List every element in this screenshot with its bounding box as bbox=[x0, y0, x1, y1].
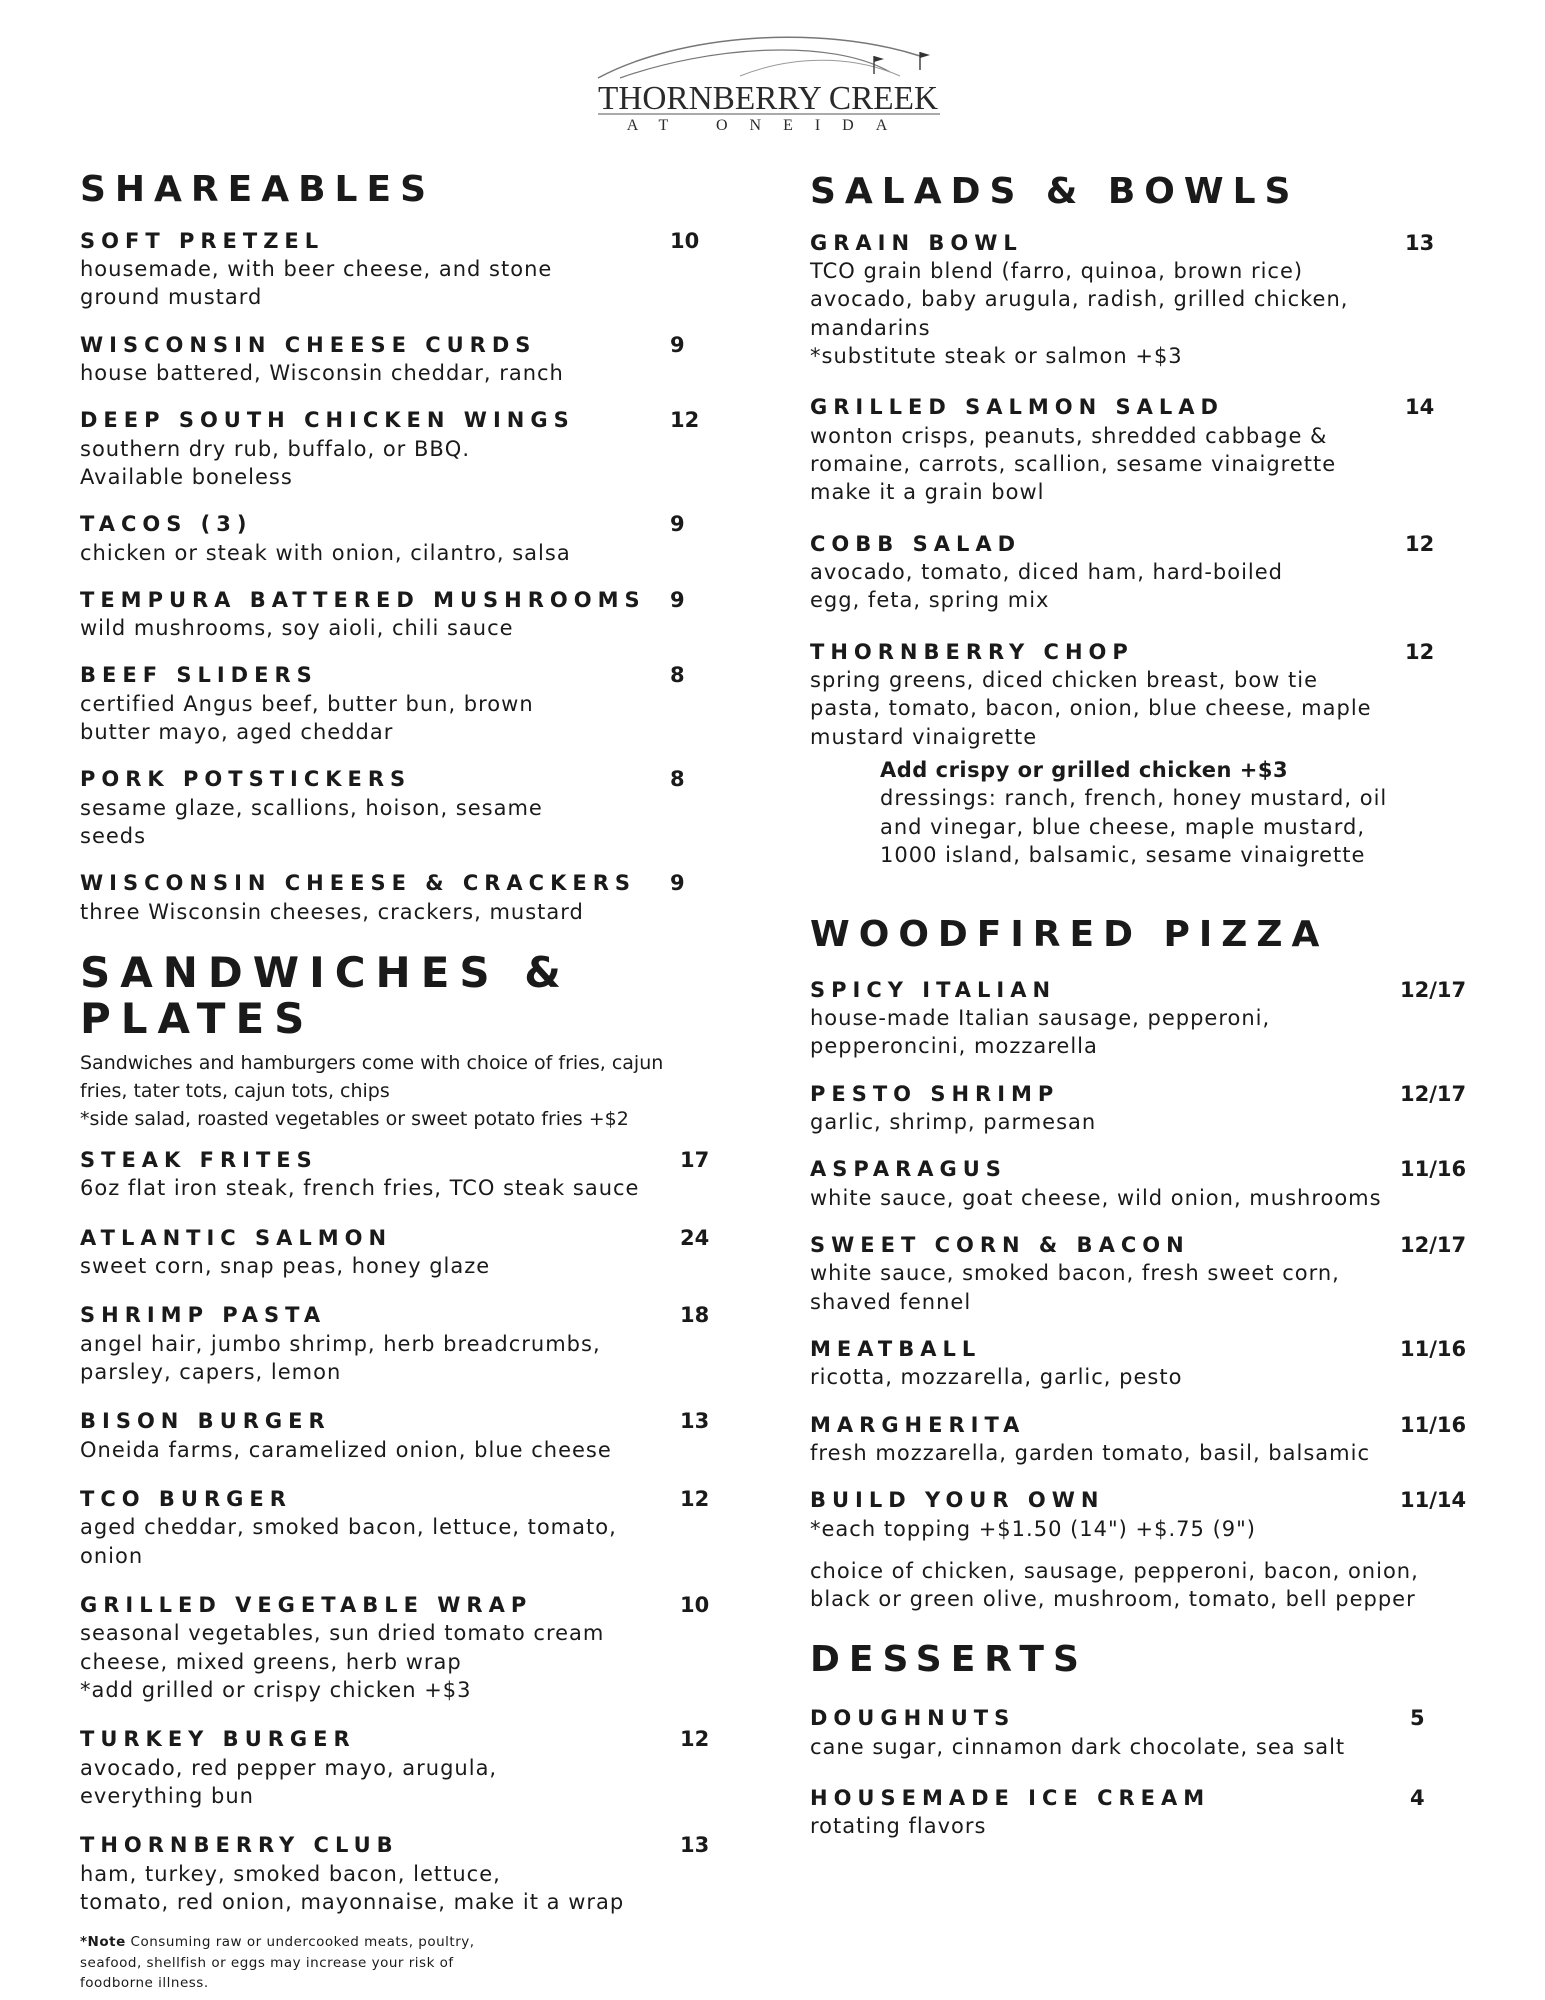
item-price: 11/16 bbox=[1400, 1337, 1467, 1362]
menu-item bbox=[80, 332, 740, 388]
menu-item bbox=[810, 1412, 1490, 1468]
item-name: MEATBALL bbox=[810, 1337, 982, 1362]
addon-chicken: Add crispy or grilled chicken +$3 bbox=[880, 757, 1289, 782]
item-name: DEEP SOUTH CHICKEN WINGS bbox=[80, 408, 575, 433]
dressings-line: 1000 island, balsamic, sesame vinaigrette bbox=[880, 842, 1366, 867]
item-price: 13 bbox=[1405, 230, 1435, 255]
item-name: TACOS (3) bbox=[80, 512, 253, 537]
menu-item bbox=[80, 1486, 740, 1570]
salads-list bbox=[810, 230, 1490, 751]
item-description: ham, turkey, smoked bacon, lettuce, bbox=[80, 1861, 501, 1886]
menu-item bbox=[80, 587, 740, 643]
desserts-list bbox=[810, 1705, 1490, 1840]
item-description: mustard vinaigrette bbox=[810, 724, 1038, 749]
pizza-list bbox=[810, 977, 1490, 1614]
item-name: WISCONSIN CHEESE CURDS bbox=[80, 332, 537, 357]
menu-item bbox=[810, 394, 1490, 506]
item-description: pasta, tomato, bacon, onion, blue cheese, maple bbox=[810, 696, 1372, 721]
right-column bbox=[810, 172, 1490, 1841]
item-name: COBB SALAD bbox=[810, 531, 1022, 556]
item-description: *each topping +$1.50 (14") +$.75 (9") bbox=[810, 1516, 1256, 1541]
item-name: SPICY ITALIAN bbox=[810, 977, 1057, 1002]
footnote-text: Consuming raw or undercooked meats, poultry, seafood, shellfish or eggs may increase your risk of foodborne illness. bbox=[80, 1934, 475, 1991]
sandwiches-note-line: fries, tater tots, cajun tots, chips bbox=[80, 1080, 390, 1103]
item-description: TCO grain blend (farro, quinoa, brown rice) bbox=[810, 258, 1304, 283]
item-description: avocado, tomato, diced ham, hard-boiled bbox=[810, 559, 1283, 584]
item-description: mandarins bbox=[810, 315, 931, 340]
item-price: 4 bbox=[1410, 1785, 1425, 1810]
item-price: 12 bbox=[1405, 639, 1435, 664]
sandwiches-title: SANDWICHES & PLATES bbox=[80, 948, 571, 1044]
item-description: fresh mozzarella, garden tomato, basil, balsamic bbox=[810, 1441, 1370, 1466]
item-name: THORNBERRY CLUB bbox=[80, 1833, 399, 1858]
menu-item bbox=[80, 1726, 740, 1810]
item-price: 12/17 bbox=[1400, 977, 1467, 1002]
menu-item bbox=[810, 639, 1490, 751]
shareables-title: SHAREABLES bbox=[80, 169, 435, 210]
item-name: BUILD YOUR OWN bbox=[810, 1488, 1105, 1513]
item-description: sweet corn, snap peas, honey glaze bbox=[80, 1254, 491, 1279]
item-description: pepperoncini, mozzarella bbox=[810, 1034, 1098, 1059]
item-description: southern dry rub, buffalo, or BBQ. bbox=[80, 436, 471, 461]
pizza-title: WOODFIRED PIZZA bbox=[810, 914, 1329, 956]
item-description: white sauce, smoked bacon, fresh sweet corn, bbox=[810, 1261, 1340, 1286]
item-name: GRAIN BOWL bbox=[810, 230, 1023, 255]
item-price: 17 bbox=[680, 1148, 710, 1173]
item-description: avocado, baby arugula, radish, grilled chicken, bbox=[810, 287, 1349, 312]
desserts-title: DESSERTS bbox=[810, 1638, 1088, 1680]
menu-item bbox=[80, 407, 740, 491]
item-description: parsley, capers, lemon bbox=[80, 1360, 342, 1385]
logo-bottom-text: AT ONEIDA bbox=[626, 117, 910, 134]
menu-item bbox=[80, 228, 740, 312]
item-name: PESTO SHRIMP bbox=[810, 1081, 1060, 1106]
item-name: TCO BURGER bbox=[80, 1487, 292, 1512]
menu-item bbox=[810, 230, 1490, 371]
salads-title: SALADS & BOWLS bbox=[810, 171, 1300, 212]
shareables-list bbox=[80, 228, 740, 927]
item-price: 9 bbox=[670, 871, 685, 896]
item-name: ATLANTIC SALMON bbox=[80, 1225, 393, 1250]
item-name: BISON BURGER bbox=[80, 1409, 331, 1434]
item-description: housemade, with beer cheese, and stone bbox=[80, 256, 553, 281]
item-description: egg, feta, spring mix bbox=[810, 588, 1050, 613]
item-description: wild mushrooms, soy aioli, chili sauce bbox=[80, 616, 514, 641]
item-price: 18 bbox=[680, 1303, 710, 1328]
menu-item bbox=[810, 1232, 1490, 1316]
allergy-footnote bbox=[80, 1932, 520, 1993]
menu-item bbox=[80, 662, 740, 746]
item-name: GRILLED VEGETABLE WRAP bbox=[80, 1593, 533, 1617]
left-column bbox=[80, 170, 740, 1993]
item-name: DOUGHNUTS bbox=[810, 1706, 1016, 1731]
item-description: chicken or steak with onion, cilantro, salsa bbox=[80, 540, 571, 565]
item-name: TEMPURA BATTERED MUSHROOMS bbox=[80, 587, 646, 612]
salad-addons bbox=[880, 757, 1490, 869]
menu-item bbox=[80, 1592, 740, 1704]
item-price: 11/14 bbox=[1400, 1488, 1467, 1513]
item-description: *substitute steak or salmon +$3 bbox=[810, 343, 1183, 368]
item-description: romaine, carrots, scallion, sesame vinaigrette bbox=[810, 451, 1337, 476]
menu-item bbox=[80, 1832, 740, 1916]
item-description: Oneida farms, caramelized onion, blue cheese bbox=[80, 1437, 612, 1462]
item-name: HOUSEMADE ICE CREAM bbox=[810, 1785, 1211, 1810]
item-description: house battered, Wisconsin cheddar, ranch bbox=[80, 360, 564, 385]
item-price: 9 bbox=[670, 332, 685, 357]
item-description: white sauce, goat cheese, wild onion, mushrooms bbox=[810, 1185, 1382, 1210]
item-name: GRILLED SALMON SALAD bbox=[810, 395, 1224, 420]
menu-item bbox=[80, 870, 740, 926]
item-description: certified Angus beef, butter bun, brown bbox=[80, 691, 534, 716]
item-extra-description: black or green olive, mushroom, tomato, bell pepper bbox=[810, 1587, 1416, 1612]
item-description: cheese, mixed greens, herb wrap bbox=[80, 1649, 462, 1674]
item-price: 10 bbox=[670, 228, 700, 253]
sandwiches-note-line: *side salad, roasted vegetables or sweet potato fries +$2 bbox=[80, 1107, 629, 1130]
menu-item bbox=[810, 1336, 1490, 1392]
menu-item bbox=[810, 977, 1490, 1061]
item-price: 24 bbox=[680, 1225, 710, 1250]
sandwiches-note-line: Sandwiches and hamburgers come with choice of fries, cajun bbox=[80, 1052, 664, 1075]
item-description: avocado, red pepper mayo, arugula, bbox=[80, 1755, 498, 1780]
item-price: 12 bbox=[670, 408, 700, 433]
item-description: everything bun bbox=[80, 1783, 254, 1808]
item-description: angel hair, jumbo shrimp, herb breadcrumbs, bbox=[80, 1331, 601, 1356]
item-price: 12/17 bbox=[1400, 1233, 1467, 1258]
item-name: SHRIMP PASTA bbox=[80, 1303, 327, 1328]
item-description: make it a grain bowl bbox=[810, 480, 1045, 505]
item-name: SWEET CORN & BACON bbox=[810, 1233, 1190, 1258]
dressings-line: dressings: ranch, french, honey mustard, oil bbox=[880, 786, 1388, 811]
dressings-line: and vinegar, blue cheese, maple mustard, bbox=[880, 814, 1365, 839]
item-description: ground mustard bbox=[80, 285, 263, 310]
item-price: 12/17 bbox=[1400, 1081, 1467, 1106]
logo-top-text: THORNBERRY CREEK bbox=[598, 80, 939, 117]
item-price: 14 bbox=[1405, 395, 1435, 420]
item-description: shaved fennel bbox=[810, 1289, 972, 1314]
menu-item bbox=[80, 1225, 740, 1281]
item-description: tomato, red onion, mayonnaise, make it a wrap bbox=[80, 1889, 625, 1914]
item-price: 5 bbox=[1410, 1706, 1425, 1731]
menu-item bbox=[810, 1081, 1490, 1137]
item-description: garlic, shrimp, parmesan bbox=[810, 1110, 1097, 1135]
item-description: Available boneless bbox=[80, 464, 293, 489]
sandwiches-list bbox=[80, 1147, 740, 1916]
item-name: SOFT PRETZEL bbox=[80, 228, 325, 253]
item-extra-description: choice of chicken, sausage, pepperoni, bacon, onion, bbox=[810, 1559, 1419, 1583]
item-description: seasonal vegetables, sun dried tomato cream bbox=[80, 1621, 605, 1646]
item-description: onion bbox=[80, 1543, 144, 1568]
sandwiches-note bbox=[80, 1050, 740, 1133]
item-price: 13 bbox=[680, 1409, 710, 1434]
item-description: wonton crisps, peanuts, shredded cabbage & bbox=[810, 423, 1328, 448]
menu-item bbox=[80, 1147, 740, 1203]
item-description: house-made Italian sausage, pepperoni, bbox=[810, 1006, 1271, 1031]
item-description: ricotta, mozzarella, garlic, pesto bbox=[810, 1365, 1183, 1390]
item-price: 9 bbox=[670, 512, 685, 537]
item-name: BEEF SLIDERS bbox=[80, 663, 318, 688]
item-name: MARGHERITA bbox=[810, 1412, 1026, 1437]
item-description: rotating flavors bbox=[810, 1814, 987, 1839]
item-description: sesame glaze, scallions, hoison, sesame bbox=[80, 795, 543, 820]
menu-item bbox=[80, 1408, 740, 1464]
item-price: 11/16 bbox=[1400, 1157, 1467, 1182]
item-price: 10 bbox=[680, 1593, 710, 1617]
item-name: THORNBERRY CHOP bbox=[810, 639, 1134, 664]
item-price: 12 bbox=[680, 1487, 710, 1512]
menu-item bbox=[80, 511, 740, 567]
menu-item bbox=[810, 1487, 1490, 1613]
item-description: cane sugar, cinnamon dark chocolate, sea salt bbox=[810, 1734, 1346, 1759]
item-name: WISCONSIN CHEESE & CRACKERS bbox=[80, 871, 637, 896]
item-price: 11/16 bbox=[1400, 1412, 1467, 1437]
menu-item bbox=[810, 1156, 1490, 1212]
item-name: ASPARAGUS bbox=[810, 1157, 1007, 1182]
menu-item bbox=[80, 1302, 740, 1386]
menu-item bbox=[810, 1705, 1490, 1761]
item-description: spring greens, diced chicken breast, bow tie bbox=[810, 667, 1319, 692]
item-description: aged cheddar, smoked bacon, lettuce, tomato, bbox=[80, 1515, 617, 1540]
item-name: TURKEY BURGER bbox=[80, 1727, 356, 1752]
logo-graphic bbox=[590, 26, 950, 134]
logo bbox=[590, 26, 950, 134]
item-price: 9 bbox=[670, 587, 685, 612]
item-price: 12 bbox=[680, 1727, 710, 1752]
menu-item bbox=[80, 766, 740, 850]
item-price: 12 bbox=[1405, 531, 1435, 556]
item-description: seeds bbox=[80, 824, 147, 849]
item-description: *add grilled or crispy chicken +$3 bbox=[80, 1677, 472, 1702]
item-price: 8 bbox=[670, 767, 685, 792]
item-price: 8 bbox=[670, 663, 685, 688]
item-price: 13 bbox=[680, 1833, 710, 1858]
menu-item bbox=[810, 1785, 1490, 1841]
item-name: STEAK FRITES bbox=[80, 1148, 318, 1173]
item-name: PORK POTSTICKERS bbox=[80, 767, 412, 792]
item-description: butter mayo, aged cheddar bbox=[80, 720, 394, 745]
menu-item bbox=[810, 531, 1490, 615]
footnote-label: *Note bbox=[80, 1934, 126, 1951]
item-description: 6oz flat iron steak, french fries, TCO steak sauce bbox=[80, 1176, 640, 1201]
item-description: three Wisconsin cheeses, crackers, mustard bbox=[80, 899, 584, 924]
